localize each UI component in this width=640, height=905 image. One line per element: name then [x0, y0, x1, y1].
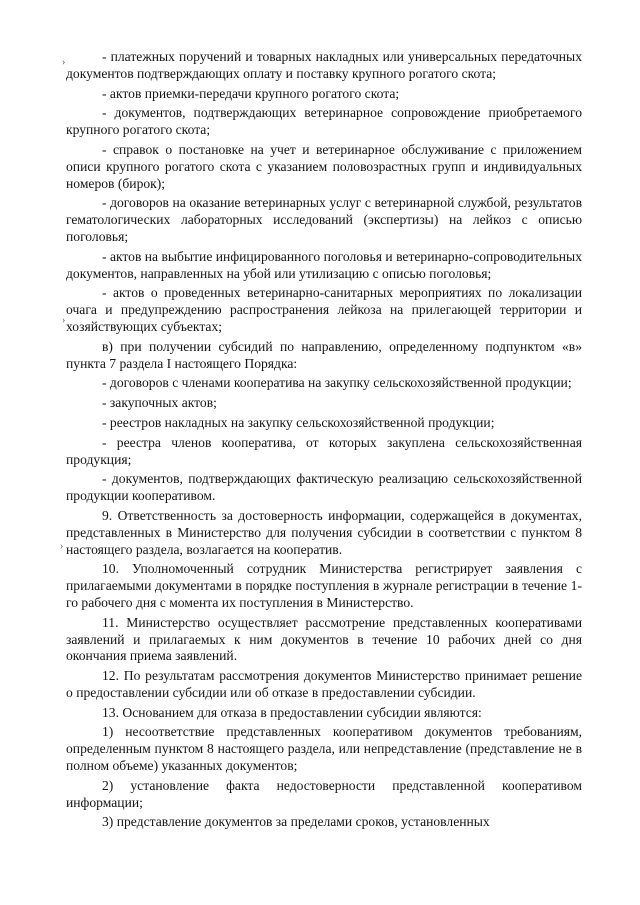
paragraph: 11. Министерство осуществляет рассмотрение представленных кооперативами заявлений и прилагаемых к ним документов в течение 10 рабочих дней со дня окончания приема заявлений.: [66, 614, 582, 664]
paragraph: 12. По результатам рассмотрения документов Министерство принимает решение о предоставлении субсидии или об отказе в предоставлении субсидии.: [66, 668, 582, 700]
paragraph: 13. Основанием для отказа в предоставлении субсидии являются:: [102, 704, 482, 720]
scan-mark: ›: [62, 315, 66, 326]
paragraph: - договоров на оказание ветеринарных услуг с ветеринарной службой, результатов гематологических лабораторных исследований (экспертизы) на лейкоз с описью поголовья;: [66, 195, 582, 244]
paragraph: 2) установление факта недостоверности представленной кооперативом информации;: [66, 777, 582, 810]
paragraph: - документов, подтверждающих ветеринарное сопровождение приобретаемого крупного рогатого скота;: [66, 105, 582, 138]
paragraph: - документов, подтверждающих фактическую реализацию сельскохозяйственной продукции кооперативом.: [66, 471, 582, 504]
paragraph: - справок о постановке на учет и ветеринарное обслуживание с приложением описи крупного рогатого скота с указанием половозрастных групп и индивидуальных номеров (бирок);: [66, 141, 582, 191]
paragraph: 1) несоответствие представленных кооперативом документов требованиям, определенным пунктом 8 настоящего раздела, или непредставление (представление не в полном объеме) указанных документов;: [66, 724, 582, 774]
paragraph: - закупочных актов;: [102, 395, 217, 411]
paragraph: 10. Уполномоченный сотрудник Министерства регистрирует заявления с прилагаемыми документами в порядке поступления в журнале регистрации в течение 1-го рабочего дня с момента их поступления в Министерство.: [66, 561, 582, 610]
paragraph: - реестров накладных на закупку сельскохозяйственной продукции;: [102, 414, 495, 430]
scan-mark: ›: [60, 541, 64, 552]
paragraph: - платежных поручений и товарных накладных или универсальных передаточных документов подтверждающих оплату и поставку крупного рогатого скота;: [66, 49, 582, 81]
scan-mark: ›: [62, 57, 66, 68]
document-body: [66, 46, 582, 831]
paragraph: - договоров с членами кооператива на закупку сельскохозяйственной продукции;: [102, 375, 572, 391]
paragraph: 3) представление документов за пределами сроков, установленных: [102, 814, 490, 830]
paragraph: - реестра членов кооператива, от которых закуплена сельскохозяйственная продукция;: [66, 434, 582, 467]
paragraph: - актов приемки-передачи крупного рогатого скота;: [102, 85, 400, 101]
paragraph: - актов о проведенных ветеринарно-санитарных мероприятиях по локализации очага и предупреждению распространения лейкоза на прилегающей территории и хозяйствующих субъектах;: [66, 285, 582, 334]
paragraph: в) при получении субсидий по направлению, определенному подпунктом «в» пункта 7 раздела I настоящего Порядка:: [66, 338, 582, 371]
paragraph: - актов на выбытие инфицированного поголовья и ветеринарно-сопроводительных документов, направленных на убой или утилизацию с описью поголовья;: [66, 248, 582, 281]
paragraph: 9. Ответственность за достоверность информации, содержащейся в документах, представленных в Министерство для получения субсидии в соответствии с пунктом 8 настоящего раздела, возлагается на кооператив.: [66, 507, 582, 557]
